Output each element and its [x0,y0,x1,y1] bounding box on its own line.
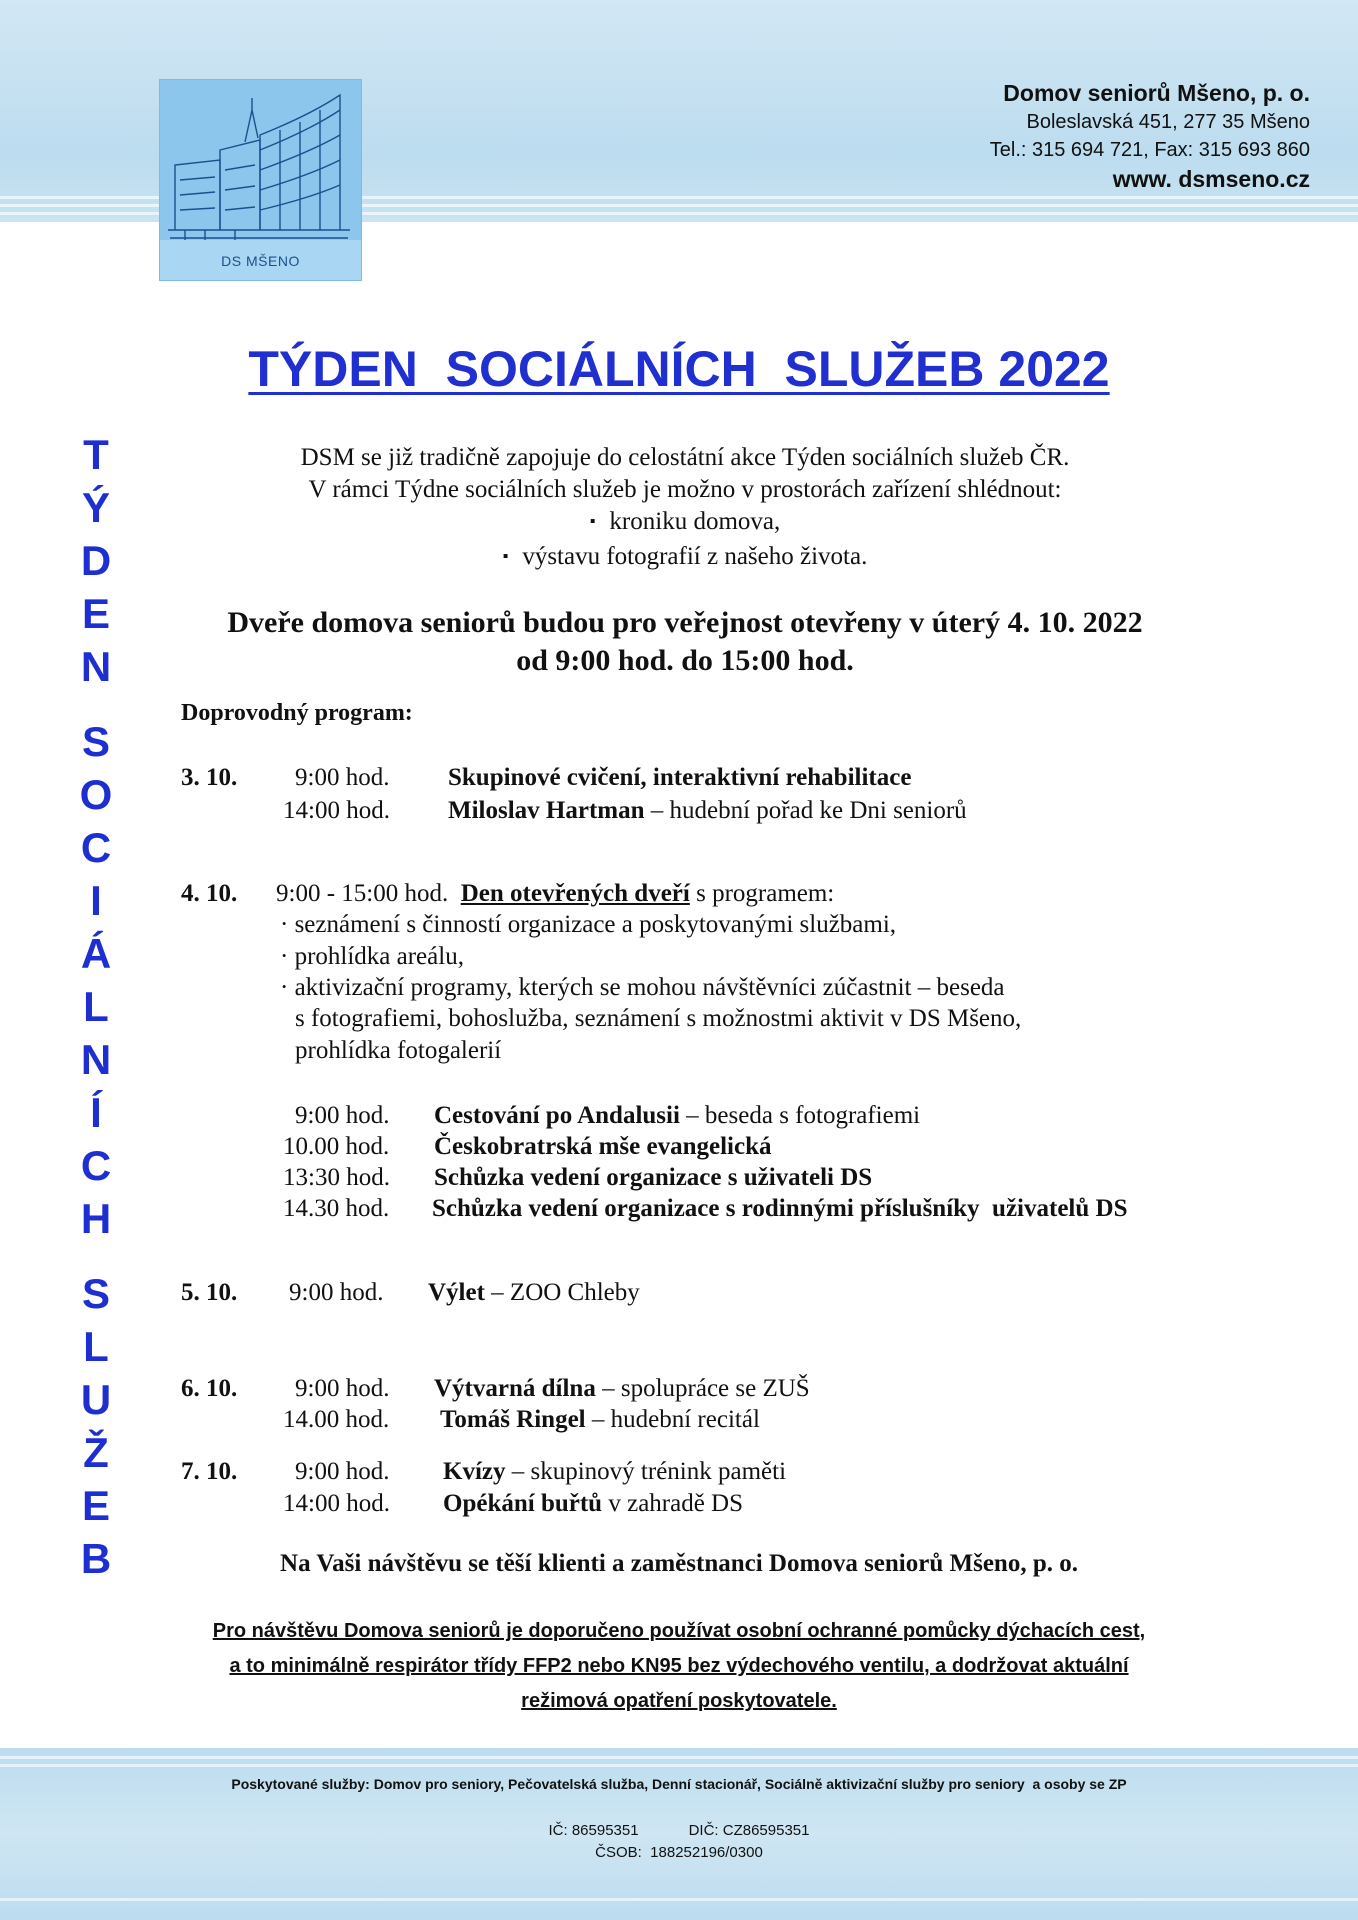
program-event-desc: – ZOO Chleby [484,1279,640,1306]
org-name: Domov seniorů Mšeno, p. o. [1003,80,1310,106]
vertical-letter: C [80,824,112,871]
open-day-line: Dveře domova seniorů budou pro veřejnost otevřeny v úterý 4. 10. 2022 [227,606,1143,639]
program-entry [434,1373,810,1404]
program-heading: Doprovodný program: [181,700,413,726]
vertical-letter: Í [90,1089,102,1136]
program-time: 9:00 - 15:00 hod. [276,880,449,907]
program-time: 9:00 hod. [289,1279,384,1306]
vertical-letter: L [83,983,109,1030]
page-title: TÝDEN SOCIÁLNÍCH SLUŽEB 2022 [248,341,1110,397]
program-event: Miloslav Hartman [448,797,645,824]
program-event-desc: v zahradě DS [602,1490,744,1517]
program-date: 3. 10. [181,764,238,791]
vertical-letter: E [81,1482,110,1529]
vertical-letter: Ý [81,484,110,531]
program-entry [443,1456,786,1487]
vertical-letter: Á [80,930,112,977]
program-entry [276,878,834,909]
program-time: 13:30 hod. [283,1164,390,1191]
program-date: 5. 10. [181,1279,238,1306]
bullet-item: ▪ výstavu fotografií z našeho života. [503,543,868,570]
program-item: · seznámení s činností organizace a poskytovanými službami, [280,911,897,938]
program-event: Den otevřených dveří [460,880,690,907]
program-event-desc: – spolupráce se ZUŠ [595,1375,810,1402]
intro-line: DSM se již tradičně zapojuje do celostátní akce Týden sociálních služeb ČR. [300,444,1070,471]
program-event-desc: – beseda s fotografiemi [679,1102,921,1129]
footer-dic: DIČ: CZ86595351 [688,1822,810,1839]
vertical-letter: I [90,877,102,924]
vertical-letter: E [81,590,110,637]
program-event-desc: – hudební pořad ke Dni seniorů [644,797,967,824]
logo [160,80,361,280]
program-event: Schůzka vedení organizace s uživateli DS [434,1164,873,1191]
intro-line: V rámci Týdne sociálních služeb je možno v prostorách zařízení shlédnout: [308,476,1062,503]
program-date: 6. 10. [181,1375,238,1402]
program-event: Opékání buřtů [443,1490,603,1517]
program-event: Výtvarná dílna [434,1375,596,1402]
program-event-desc: s programem: [689,880,835,907]
org-address: Boleslavská 451, 277 35 Mšeno [1026,111,1310,133]
organization-contact [990,78,1310,194]
notice-line: režimová opatření poskytovatele. [521,1690,837,1712]
vertical-letter: L [83,1323,109,1370]
program-event: Kvízy [443,1458,506,1485]
program-date: 4. 10. [181,880,238,907]
vertical-letter: O [79,771,113,818]
program-item: prohlídka fotogalerií [295,1037,502,1064]
footer-ids [0,1820,1358,1864]
program-time: 9:00 hod. [295,1458,390,1485]
program-entry [440,1404,760,1435]
program-event: Výlet [428,1279,485,1306]
vertical-letter: S [81,1270,110,1317]
vertical-letter: Ž [83,1429,109,1476]
program-time: 9:00 hod. [295,1102,390,1129]
program-entry [443,1488,743,1519]
program-date: 7. 10. [181,1458,238,1485]
program-event-desc: – hudební recitál [585,1406,760,1433]
org-phone-fax: Tel.: 315 694 721, Fax: 315 693 860 [989,139,1310,161]
program-event: Skupinové cvičení, interaktivní rehabilitace [448,764,912,791]
program-time: 10.00 hod. [283,1133,390,1160]
vertical-letter: B [80,1535,112,1582]
notice-line: a to minimálně respirátor třídy FFP2 nebo KN95 bez výdechového ventilu, a dodržovat aktuální [229,1655,1129,1677]
intro-text [180,442,1190,576]
vertical-letter: U [80,1376,112,1423]
program-item: · prohlídka areálu, [280,943,464,970]
program-item: s fotografiemi, bohoslužba, seznámení s možnostmi aktivit v DS Mšeno, [295,1005,1022,1032]
vertical-letter: N [80,1036,112,1083]
program-time: 14:00 hod. [283,797,390,824]
program-time: 9:00 hod. [295,764,390,791]
org-website: www. dsmseno.cz [1112,166,1310,192]
program-event-desc: – skupinový trénink paměti [505,1458,787,1485]
footer-bank: ČSOB: 188252196/0300 [595,1844,763,1861]
notice-line: Pro návštěvu Domova seniorů je doporučeno používat osobní ochranné pomůcky dýchacích cest, [212,1620,1146,1642]
program-item: · aktivizační programy, kterých se mohou návštěvníci zúčastnit – beseda [280,974,1005,1001]
vertical-letter: D [80,537,112,584]
program-entry [434,1100,920,1131]
program-time: 14:00 hod. [283,1490,390,1517]
open-day-announcement [140,604,1230,680]
safety-notice [150,1614,1208,1719]
program-entry [428,1277,640,1308]
logo-label: DS MŠENO [221,253,300,269]
closing-line: Na Vaši návštěvu se těší klienti a zaměstnanci Domova seniorů Mšeno, p. o. [280,1550,1078,1577]
program-time: 9:00 hod. [295,1375,390,1402]
program-time: 14.30 hod. [283,1195,390,1222]
footer-ic: IČ: 86595351 [548,1822,639,1839]
program-time: 14.00 hod. [283,1406,390,1433]
vertical-letter: S [81,718,110,765]
program-event: Schůzka vedení organizace s rodinnými příslušníky uživatelů DS [432,1195,1128,1222]
vertical-letter: C [80,1142,112,1189]
vertical-title [70,428,122,1585]
vertical-letter: T [83,431,109,478]
program-event: Českobratrská mše evangelická [434,1133,772,1160]
program-event: Cestování po Andalusii [434,1102,680,1129]
open-day-line: od 9:00 hod. do 15:00 hod. [516,644,854,677]
bullet-item: ▪ kroniku domova, [590,508,781,535]
program-event: Tomáš Ringel [440,1406,586,1433]
vertical-letter: H [80,1195,112,1242]
vertical-letter: N [80,643,112,690]
footer-services: Poskytované služby: Domov pro seniory, Pečovatelská služba, Denní stacionář, Sociálně aktivizační služby pro seniory a osoby se ZP [231,1776,1127,1792]
building-sketch-icon [160,80,361,280]
program-entry [448,795,967,826]
